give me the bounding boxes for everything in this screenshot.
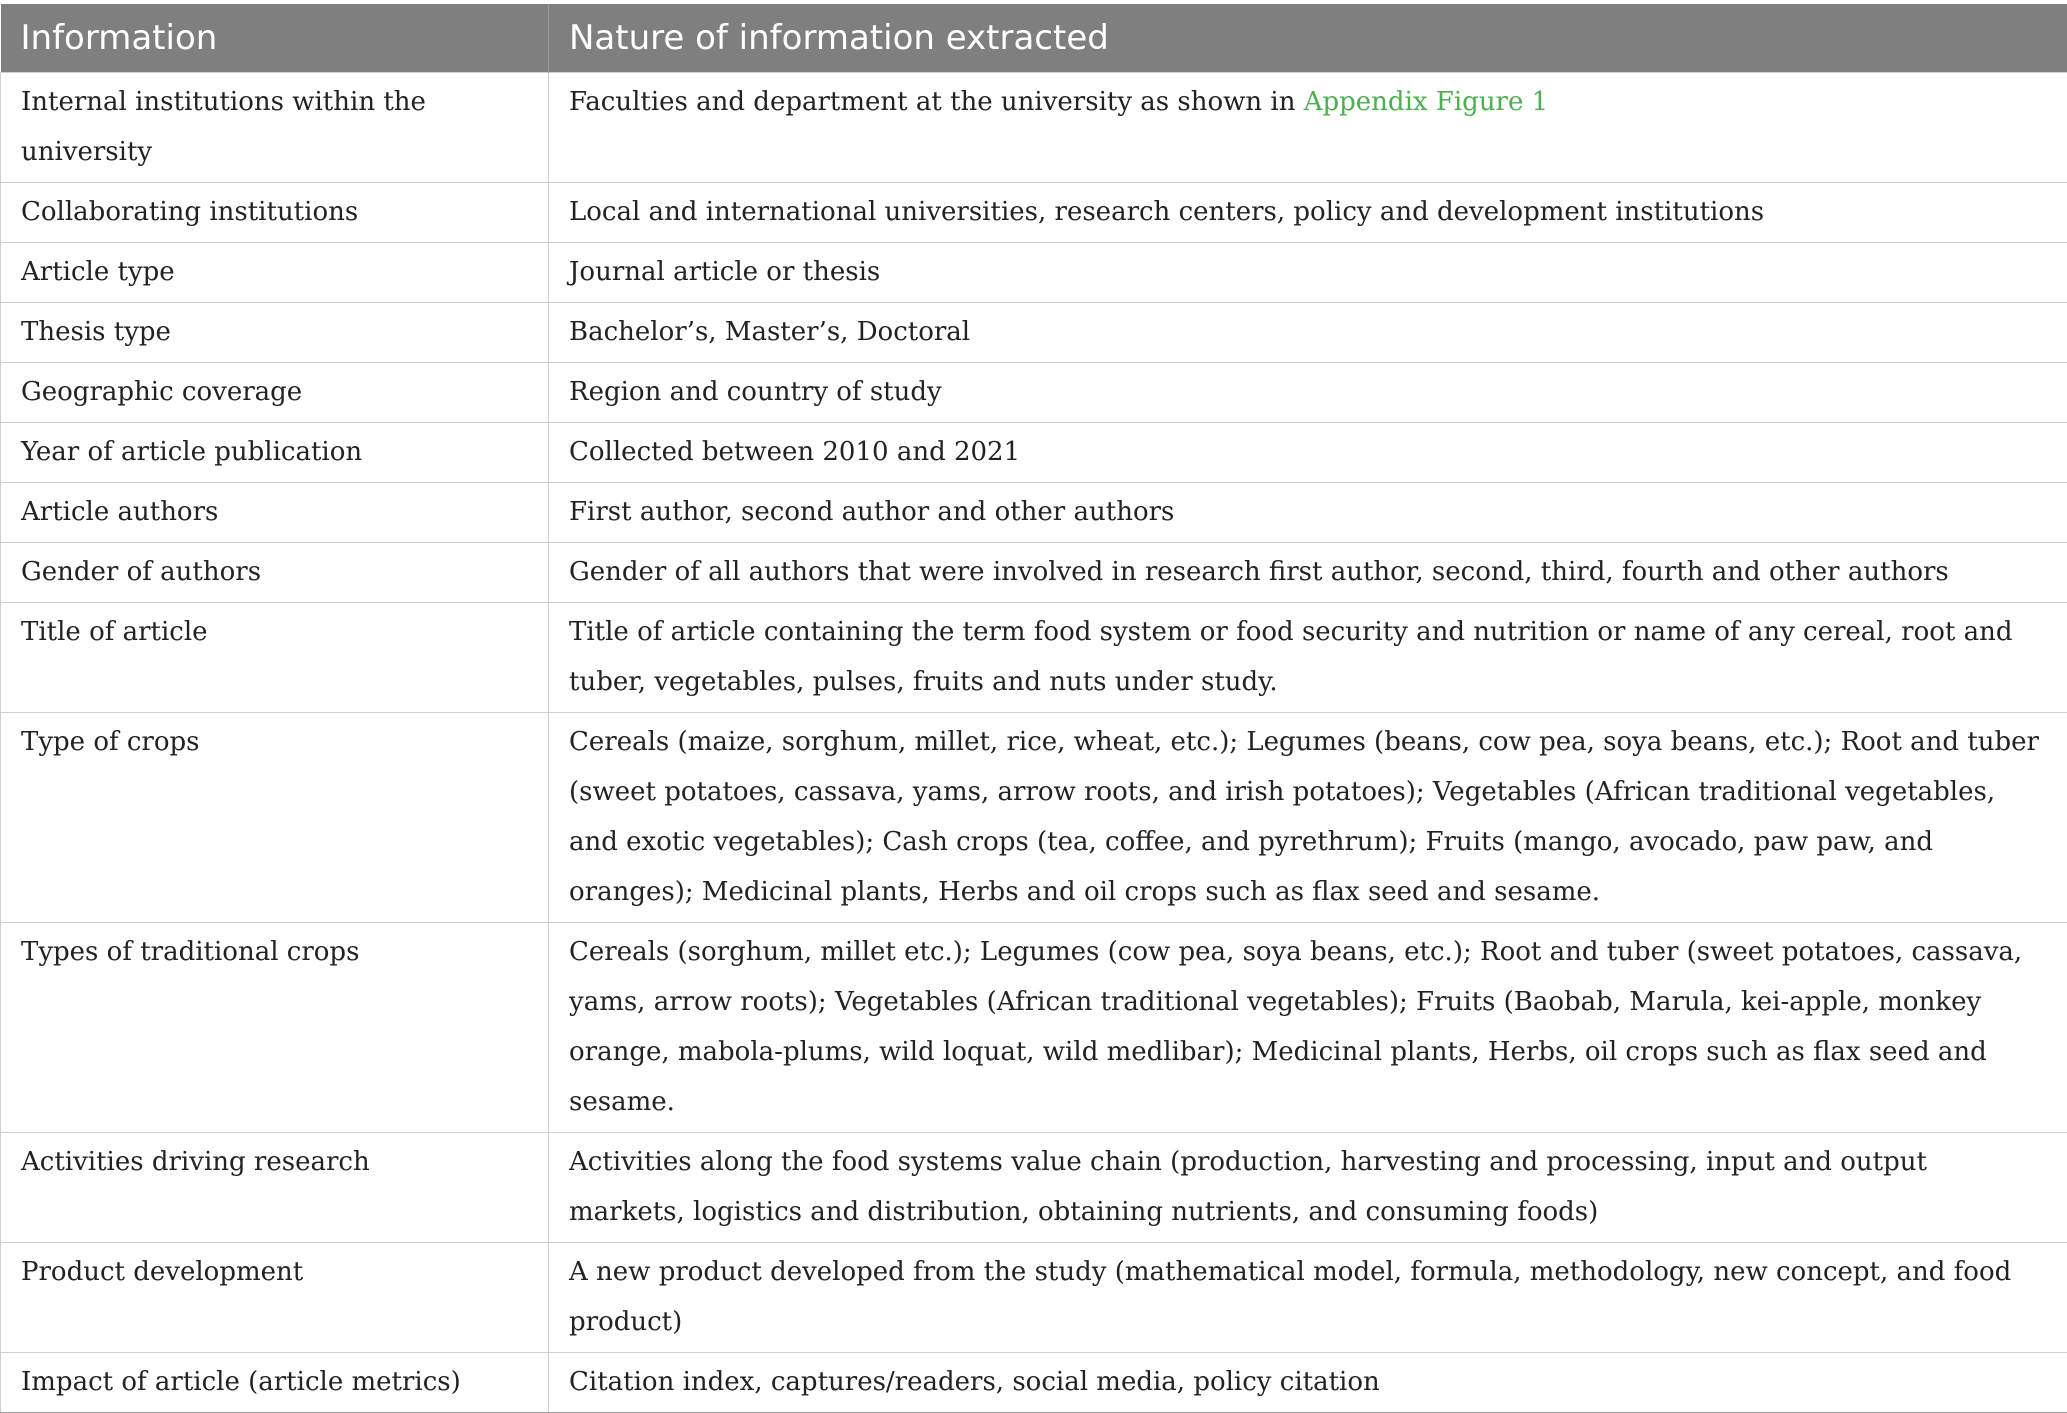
row-value-text: Faculties and department at the university as shown in: [569, 87, 1304, 117]
row-value: Cereals (maize, sorghum, millet, rice, wheat, etc.); Legumes (beans, cow pea, soya beans, etc.); Root and tuber (sweet potatoes, cassava, yams, arrow roots, and irish potatoes); Vegetables (African traditional vegetables, and exotic vegetables); Cash crops (tea, coffee, and pyrethrum); Fruits (mango, avocado, paw paw, and oranges); Medicinal plants, Herbs and oil crops such as flax seed and sesame.: [549, 713, 2067, 923]
row-label: Types of traditional crops: [1, 923, 549, 1133]
table-row: [1, 183, 2067, 243]
table-row: [1, 923, 2067, 1133]
row-value: [549, 73, 2067, 183]
table-row: [1, 363, 2067, 423]
row-value: Cereals (sorghum, millet etc.); Legumes (cow pea, soya beans, etc.); Root and tuber (sweet potatoes, cassava, yams, arrow roots); Vegetables (African traditional vegetables); Fruits (Baobab, Marula, kei-apple, monkey orange, mabola-plums, wild loquat, wild medlibar); Medicinal plants, Herbs, oil crops such as flax seed and sesame.: [549, 923, 2067, 1133]
row-label: Product development: [1, 1243, 549, 1353]
row-label: Collaborating institutions: [1, 183, 549, 243]
row-label: Geographic coverage: [1, 363, 549, 423]
information-table: [0, 4, 2067, 1413]
row-label: Article type: [1, 243, 549, 303]
information-table-container: [0, 4, 2067, 1413]
row-value: Activities along the food systems value chain (production, harvesting and processing, input and output markets, logistics and distribution, obtaining nutrients, and consuming foods): [549, 1133, 2067, 1243]
appendix-figure-link[interactable]: Appendix Figure 1: [1304, 87, 1548, 117]
table-row: [1, 543, 2067, 603]
row-label: Article authors: [1, 483, 549, 543]
row-label: Gender of authors: [1, 543, 549, 603]
table-row: [1, 73, 2067, 183]
row-value: Title of article containing the term food system or food security and nutrition or name of any cereal, root and tuber, vegetables, pulses, fruits and nuts under study.: [549, 603, 2067, 713]
row-label: Type of crops: [1, 713, 549, 923]
row-label: Title of article: [1, 603, 549, 713]
row-value: Journal article or thesis: [549, 243, 2067, 303]
table-header-row: [1, 4, 2067, 73]
table-row: [1, 713, 2067, 923]
table-row: [1, 303, 2067, 363]
table-row: [1, 1133, 2067, 1243]
table-row: [1, 1243, 2067, 1353]
row-value: Bachelor’s, Master’s, Doctoral: [549, 303, 2067, 363]
table-row: [1, 243, 2067, 303]
row-label: Internal institutions within the university: [1, 73, 549, 183]
row-value: Local and international universities, research centers, policy and development institutions: [549, 183, 2067, 243]
row-label: Impact of article (article metrics): [1, 1353, 549, 1413]
row-value: Collected between 2010 and 2021: [549, 423, 2067, 483]
row-value: Region and country of study: [549, 363, 2067, 423]
row-value: Citation index, captures/readers, social media, policy citation: [549, 1353, 2067, 1413]
table-row: [1, 483, 2067, 543]
table-row: [1, 603, 2067, 713]
row-value: A new product developed from the study (mathematical model, formula, methodology, new concept, and food product): [549, 1243, 2067, 1353]
row-label: Thesis type: [1, 303, 549, 363]
header-information: Information: [1, 4, 549, 73]
row-value: First author, second author and other authors: [549, 483, 2067, 543]
row-value: Gender of all authors that were involved in research first author, second, third, fourth and other authors: [549, 543, 2067, 603]
table-row: [1, 1353, 2067, 1413]
row-label: Activities driving research: [1, 1133, 549, 1243]
row-label: Year of article publication: [1, 423, 549, 483]
table-row: [1, 423, 2067, 483]
header-nature: Nature of information extracted: [549, 4, 2067, 73]
